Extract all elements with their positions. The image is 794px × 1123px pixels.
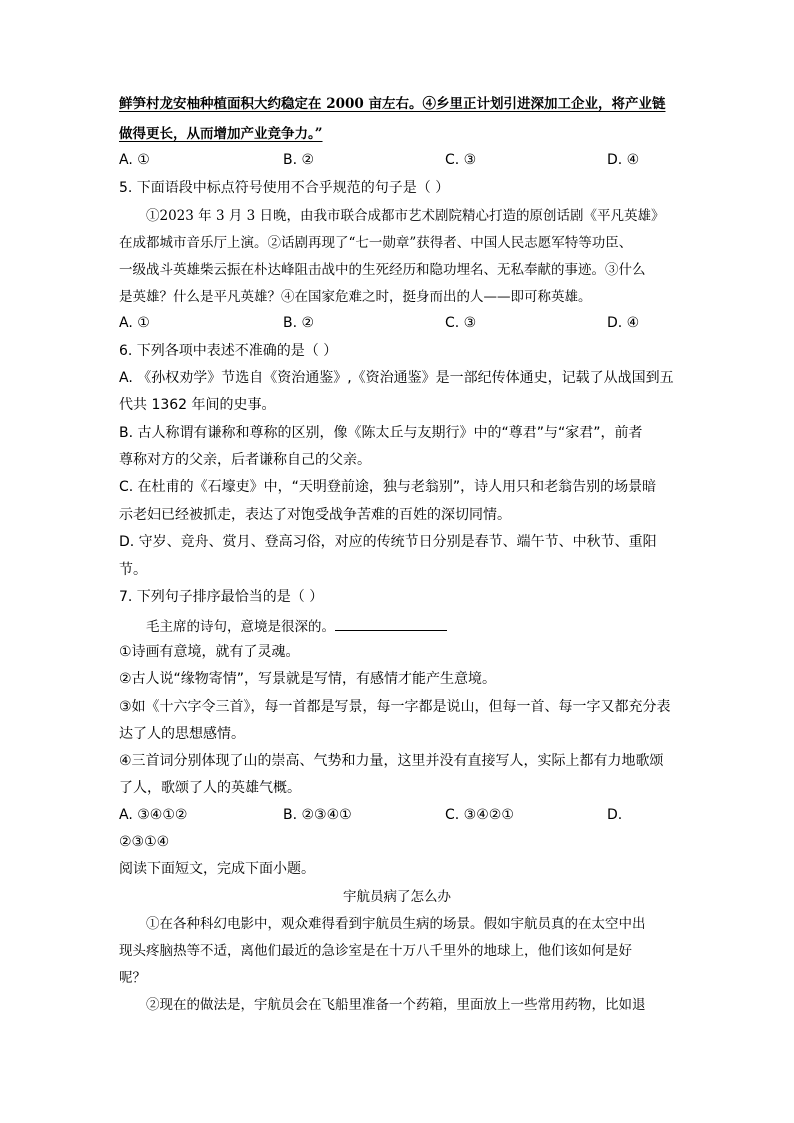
- q4-option-d[interactable]: D. ④: [607, 152, 640, 168]
- q6-option-b[interactable]: B. 古人称谓有谦称和尊称的区别，像《陈太丘与友期行》中的“尊君”与“家君”，前者: [119, 425, 643, 441]
- answer-blank[interactable]: [335, 616, 447, 631]
- q5-stem: 5. 下面语段中标点符号使用不合乎规范的句子是（ ）: [119, 180, 450, 196]
- reading-title: 宇航员病了怎么办: [343, 889, 451, 905]
- passage-line: 鲜笋村龙安柚种植面积大约稳定在 2000 亩左右。④乡里正计划引进深加工企业，将产业链: [119, 96, 666, 112]
- q6-option-d[interactable]: D. 守岁、竞舟、赏月、登高习俗，对应的传统节日分别是春节、端午节、中秋节、重阳: [119, 534, 657, 550]
- q7-option-d-cont: ②③①④: [119, 834, 170, 850]
- reading-paragraph-line: ②现在的做法是，宇航员会在飞船里准备一个药箱，里面放上一些常用药物，比如退: [146, 997, 646, 1013]
- q5-passage-line: 是英雄？什么是平凡英雄？④在国家危难之时，挺身而出的人——即可称英雄。: [119, 289, 592, 305]
- q6-option-a-cont: 代共 1362 年间的史事。: [119, 397, 276, 413]
- q7-lead-text: 毛主席的诗句，意境是很深的。: [146, 619, 335, 635]
- q7-option-c[interactable]: C. ③④②①: [445, 807, 514, 823]
- q6-option-c[interactable]: C. 在杜甫的《石壕吏》中，“天明登前途，独与老翁别”，诗人用只和老翁告别的场景暗: [119, 479, 657, 495]
- q6-stem: 6. 下列各项中表述不准确的是（ ）: [119, 343, 338, 359]
- q5-option-c[interactable]: C. ③: [445, 315, 477, 331]
- q7-sentence-4: ④三首词分别体现了山的崇高、气势和力量，这里并没有直接写人，实际上都有力地歌颂: [119, 753, 664, 769]
- q5-passage-line: ①2023 年 3 月 3 日晚，由我市联合成都市艺术剧院精心打造的原创话剧《平凡英雄》: [146, 208, 665, 224]
- q7-lead: [146, 616, 706, 637]
- q5-option-b[interactable]: B. ②: [283, 315, 315, 331]
- q6-option-b-cont: 尊称对方的父亲，后者谦称自己的父亲。: [119, 452, 371, 468]
- q4-option-a[interactable]: A. ①: [119, 152, 150, 168]
- q4-option-c[interactable]: C. ③: [445, 152, 477, 168]
- q4-option-b[interactable]: B. ②: [283, 152, 315, 168]
- q7-sentence-4-cont: 了人，歌颂了人的英雄气概。: [119, 780, 301, 796]
- q7-option-b[interactable]: B. ②③④①: [283, 807, 352, 823]
- q7-sentence-1: ①诗画有意境，就有了灵魂。: [119, 644, 300, 660]
- q7-option-a[interactable]: A. ③④①②: [119, 807, 188, 823]
- q6-option-c-cont: 示老妇已经被抓走，表达了对饱受战争苦难的百姓的深切同情。: [119, 507, 511, 523]
- passage-line: 做得更长，从而增加产业竞争力。”: [119, 126, 323, 142]
- reading-instruction: 阅读下面短文，完成下面小题。: [119, 861, 315, 877]
- q6-option-a[interactable]: A. 《孙权劝学》节选自《资治通鉴》,《资治通鉴》是一部纪传体通史，记载了从战国到五: [119, 370, 674, 386]
- q7-sentence-2: ②古人说“缘物寄情”，写景就是写情，有感情才能产生意境。: [119, 671, 497, 687]
- reading-paragraph-line: 现头疼脑热等不适，离他们最近的急诊室是在十万八千里外的地球上，他们该如何是好: [119, 943, 632, 959]
- q7-option-d[interactable]: D.: [607, 807, 623, 823]
- q5-passage-line: 一级战斗英雄柴云振在朴达峰阻击战中的生死经历和隐功埋名、无私奉献的事迹。③什么: [119, 262, 646, 278]
- q6-option-d-cont: 节。: [119, 562, 147, 578]
- q7-sentence-3: ③如《十六字令三首》，每一首都是写景，每一字都是说山，但每一首、每一字又都充分表: [119, 699, 671, 715]
- q7-sentence-3-cont: 达了人的思想感情。: [119, 726, 245, 742]
- q5-option-a[interactable]: A. ①: [119, 315, 150, 331]
- reading-paragraph-line: ①在各种科幻电影中，观众难得看到宇航员生病的场景。假如宇航员真的在太空中出: [146, 916, 646, 932]
- q5-passage-line: 在成都城市音乐厅上演。②话剧再现了“七一勋章”获得者、中国人民志愿军特等功臣、: [119, 235, 633, 251]
- q7-stem: 7. 下列句子排序最恰当的是（ ）: [119, 589, 324, 605]
- q5-option-d[interactable]: D. ④: [607, 315, 640, 331]
- reading-paragraph-line: 呢？: [119, 970, 146, 986]
